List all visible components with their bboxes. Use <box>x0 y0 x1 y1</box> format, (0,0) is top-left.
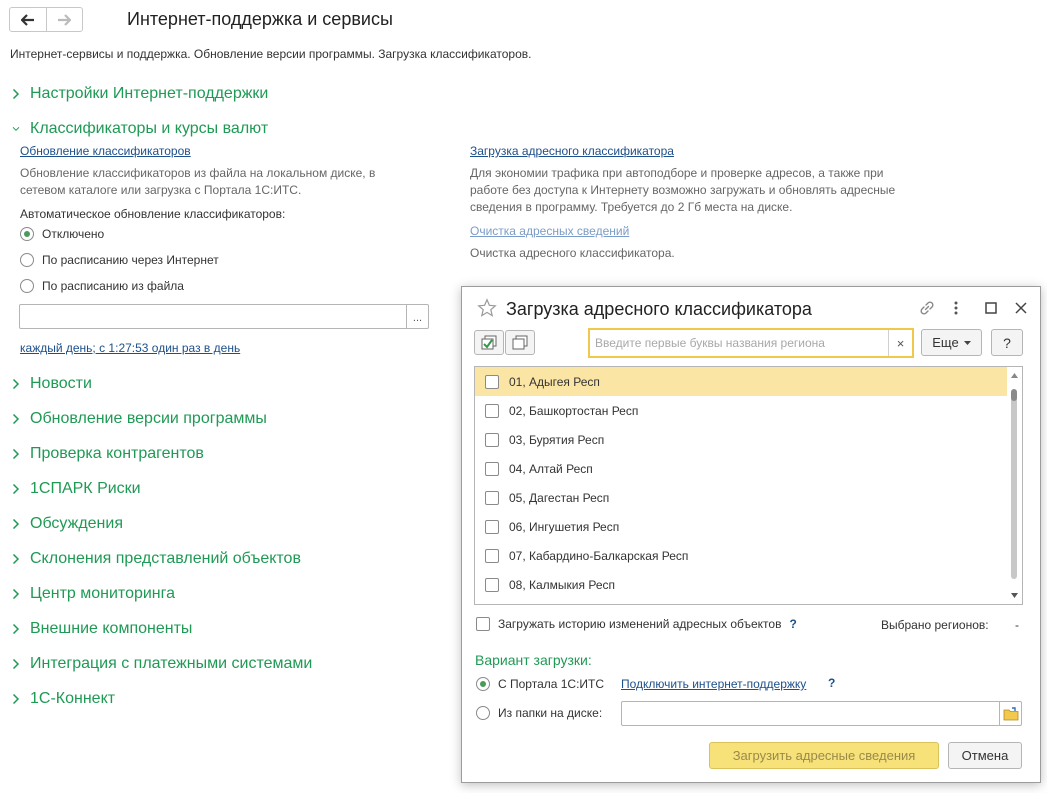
list-item[interactable] <box>475 570 1007 599</box>
chevron-right-icon <box>12 518 20 530</box>
section-news[interactable] <box>12 375 92 393</box>
load-variant-heading: Вариант загрузки: <box>475 652 592 668</box>
help-button[interactable]: ? <box>991 329 1023 356</box>
back-button[interactable] <box>10 8 46 31</box>
chevron-right-icon <box>12 483 20 495</box>
section-classifiers[interactable] <box>12 120 268 138</box>
section-label: 1СПАРК Риски <box>30 480 141 497</box>
list-item[interactable] <box>475 541 1007 570</box>
selected-regions-label: Выбрано регионов: <box>881 618 989 632</box>
radio-label: Отключено <box>42 227 105 241</box>
more-vertical-icon[interactable] <box>952 299 960 322</box>
address-classifier-description: Для экономии трафика при автоподборе и проверке адресов, а также при работе без доступа к Интернету возможно загружать и обновлять адресные сведения в программу. Требуется до 2 Гб места на диске. <box>470 166 896 214</box>
list-item[interactable] <box>475 454 1007 483</box>
more-button[interactable] <box>921 329 982 356</box>
scroll-up-icon[interactable] <box>1011 373 1018 378</box>
history-label: Загружать историю изменений адресных объектов <box>498 617 782 631</box>
clear-address-link[interactable]: Очистка адресных сведений <box>470 224 630 238</box>
radio-label: По расписанию через Интернет <box>42 253 219 267</box>
chevron-right-icon <box>12 88 20 100</box>
region-search-input[interactable] <box>590 330 880 356</box>
connect-help-icon[interactable]: ? <box>828 676 836 690</box>
section-label: Классификаторы и курсы валют <box>30 120 269 137</box>
section-label: Новости <box>30 375 92 392</box>
region-label: 02, Башкортостан Респ <box>509 403 639 418</box>
section-label: 1С-Коннект <box>30 690 116 707</box>
clear-address-description: Очистка адресного классификатора. <box>470 246 675 260</box>
section-label: Настройки Интернет-поддержки <box>30 85 269 102</box>
radio-dot <box>476 706 490 720</box>
region-label: 01, Адыгея Респ <box>509 374 600 389</box>
scroll-down-icon[interactable] <box>1011 593 1018 598</box>
region-checkbox[interactable] <box>485 491 499 505</box>
update-classifiers-link[interactable]: Обновление классификаторов <box>20 144 191 158</box>
region-search[interactable] <box>588 328 914 358</box>
uncheck-all-icon <box>511 335 529 351</box>
radio-label: С Портала 1С:ИТС <box>498 677 605 691</box>
arrow-left-icon <box>21 14 35 26</box>
section-label: Интеграция с платежными системами <box>30 655 313 672</box>
chevron-right-icon <box>12 623 20 635</box>
list-item[interactable] <box>475 483 1007 512</box>
region-label: 08, Калмыкия Респ <box>509 577 615 592</box>
radio-dot <box>20 253 34 267</box>
section-label: Обсуждения <box>30 515 123 532</box>
section-label: Центр мониторинга <box>30 585 176 602</box>
list-item[interactable] <box>475 367 1007 396</box>
page-title: Интернет-поддержка и сервисы <box>127 9 393 29</box>
list-item[interactable] <box>475 425 1007 454</box>
maximize-icon[interactable] <box>982 299 1000 322</box>
region-list <box>474 366 1023 605</box>
nav-buttons <box>9 7 83 32</box>
region-label: 05, Дагестан Респ <box>509 490 610 505</box>
auto-update-label: Автоматическое обновление классификаторов: <box>20 207 286 221</box>
radio-from-portal[interactable] <box>476 677 604 691</box>
radio-label: По расписанию из файла <box>42 279 184 293</box>
chevron-right-icon <box>12 378 20 390</box>
section-monitoring[interactable] <box>12 585 175 603</box>
dialog-title: Загрузка адресного классификатора <box>506 299 812 319</box>
chevron-right-icon <box>12 448 20 460</box>
file-path-field[interactable] <box>19 304 429 329</box>
section-label: Внешние компоненты <box>30 620 193 637</box>
radio-dot <box>20 279 34 293</box>
region-checkbox[interactable] <box>485 549 499 563</box>
chevron-down-icon <box>12 125 20 133</box>
history-help-icon[interactable]: ? <box>789 617 797 631</box>
history-option[interactable] <box>476 617 797 631</box>
link-icon[interactable] <box>918 299 936 322</box>
chevron-right-icon <box>12 553 20 565</box>
region-label: 03, Бурятия Респ <box>509 432 605 447</box>
section-declensions[interactable] <box>12 550 301 568</box>
browse-button[interactable]: ... <box>406 305 428 328</box>
section-label: Склонения представлений объектов <box>30 550 301 567</box>
section-update[interactable] <box>12 410 267 428</box>
region-checkbox[interactable] <box>485 520 499 534</box>
region-checkbox[interactable] <box>485 578 499 592</box>
radio-disabled[interactable] <box>20 227 104 241</box>
region-label: 06, Ингушетия Респ <box>509 519 620 534</box>
radio-from-folder[interactable] <box>476 706 602 720</box>
region-label: 04, Алтай Респ <box>509 461 593 476</box>
cancel-button[interactable]: Отмена <box>948 742 1022 769</box>
region-checkbox[interactable] <box>485 462 499 476</box>
radio-dot <box>20 227 34 241</box>
more-button-label: Еще <box>932 335 959 350</box>
check-all-icon <box>480 335 498 351</box>
region-checkbox[interactable] <box>485 433 499 447</box>
section-contractors[interactable] <box>12 445 204 463</box>
load-address-button[interactable]: Загрузить адресные сведения <box>709 742 939 769</box>
scrollbar-thumb[interactable] <box>1011 389 1017 401</box>
section-connect[interactable] <box>12 690 115 708</box>
section-label: Проверка контрагентов <box>30 445 204 462</box>
check-all-button[interactable] <box>474 330 504 355</box>
chevron-right-icon <box>12 413 20 425</box>
history-checkbox[interactable] <box>476 617 490 631</box>
radio-label: Из папки на диске: <box>498 706 603 720</box>
list-item[interactable] <box>475 512 1007 541</box>
selected-regions-value: - <box>1015 618 1019 632</box>
close-icon[interactable] <box>1012 299 1030 322</box>
folder-path-field[interactable] <box>621 701 1022 726</box>
radio-dot <box>476 677 490 691</box>
scrollbar-track <box>1011 391 1017 579</box>
folder-icon <box>1003 707 1019 721</box>
section-label: Обновление версии программы <box>30 410 267 427</box>
section-discussions[interactable] <box>12 515 123 533</box>
update-classifiers-description: Обновление классификаторов из файла на локальном диске, в сетевом каталоге или загрузка с Портала 1С:ИТС. <box>20 166 376 197</box>
address-classifier-link[interactable]: Загрузка адресного классификатора <box>470 144 674 158</box>
schedule-link[interactable]: каждый день; с 1:27:53 один раз в день <box>20 341 241 355</box>
address-classifier-dialog <box>461 286 1041 783</box>
chevron-right-icon <box>12 658 20 670</box>
section-components[interactable] <box>12 620 192 638</box>
select-folder-button[interactable] <box>999 702 1021 725</box>
caret-down-icon <box>964 341 971 345</box>
region-label: 07, Кабардино-Балкарская Респ <box>509 548 689 563</box>
radio-schedule-internet[interactable] <box>20 253 219 267</box>
section-settings[interactable] <box>12 85 268 103</box>
star-icon[interactable] <box>477 298 497 323</box>
clear-search-button[interactable]: × <box>888 330 912 356</box>
arrow-right-icon <box>57 14 71 26</box>
list-scrollbar[interactable] <box>1007 367 1022 604</box>
chevron-right-icon <box>12 693 20 705</box>
radio-schedule-file[interactable] <box>20 279 184 293</box>
section-payments[interactable] <box>12 655 312 673</box>
chevron-right-icon <box>12 588 20 600</box>
region-checkbox[interactable] <box>485 404 499 418</box>
page-description: Интернет-сервисы и поддержка. Обновление версии программы. Загрузка классификаторов. <box>10 47 532 61</box>
section-spark[interactable] <box>12 480 141 498</box>
forward-button[interactable] <box>46 8 83 31</box>
region-checkbox[interactable] <box>485 375 499 389</box>
connect-support-link[interactable]: Подключить интернет-поддержку <box>621 677 807 691</box>
uncheck-all-button[interactable] <box>505 330 535 355</box>
list-item[interactable] <box>475 396 1007 425</box>
